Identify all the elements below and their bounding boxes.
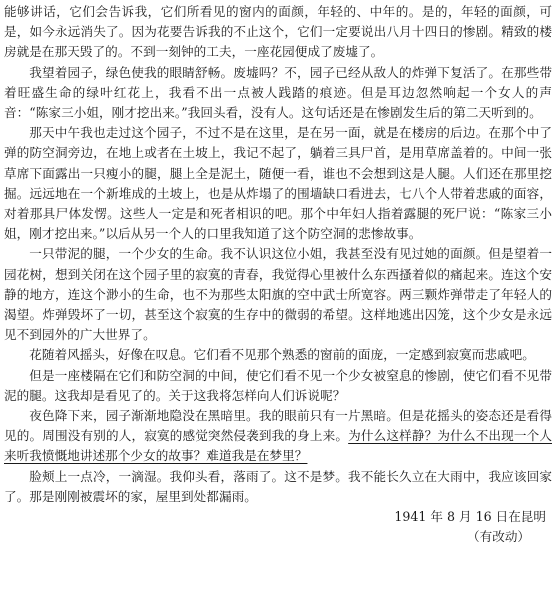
underlined-sentence: 为什么这样静？为什么不出现一个人来听我愤慨地讲述那个少女的故事？难道我是在梦里？ bbox=[4, 428, 552, 464]
paragraph-7-text: 夜色降下来，园子渐渐地隐没在黑暗里。我的眼前只有一片黑暗。但是花摇头的姿态还是看得见的。周围没有别的人，寂寞的感觉突然侵袭到我的身上来。 bbox=[4, 408, 552, 444]
paragraph-7 bbox=[4, 406, 552, 467]
paragraph-4: 一只带泥的腿，一个少女的生命。我不认识这位小姐，我甚至没有见过她的面颜。但是望着一园花树，想到关闭在这个园子里的寂寞的青春，我觉得心里被什么东西搔着似的痛起来。连这个安静的地方，连这个渺小的生命，也不为那些太阳旗的空中武士所宽容。两三颗炸弹带走了年轻人的渴望。炸弹毁坏了一切，甚至这个寂寞的生存中的微弱的希望。这样地逃出囚笼，这个少女是永远见不到园外的广大世界了。 bbox=[4, 246, 552, 343]
paragraph-6: 但是一座楼隔在它们和防空洞的中间，使它们看不见一个少女被窒息的惨剧，使它们看不见带泥的腿。这我却是看见了的。关于这我将怎样向人们诉说呢？ bbox=[4, 367, 552, 403]
paragraph-8: 脸颊上一点冷，一滴湿。我仰头看，落雨了。这不是梦。我不能长久立在大雨中，我应该回家了。那是刚刚被震坏的家，屋里到处都漏雨。 bbox=[4, 468, 552, 504]
paragraph-1: 能够讲话，它们会告诉我，它们所看见的窗内的面颜，年轻的、中年的。是的，年轻的面颜，可是，如今永远消失了。因为花要告诉我的不止这个，它们一定要说出八月十四日的惨剧。精致的楼房就是在那天毁了的。不到一刻钟的工夫，一座花园便成了废墟了。 bbox=[4, 4, 552, 60]
edit-note: （有改动） bbox=[467, 529, 530, 545]
date-line: 1941 年 8 月 16 日在昆明 bbox=[394, 509, 546, 525]
paragraph-3: 那天中午我也走过这个园子，不过不是在这里，是在另一面，就是在楼房的后边。在那个中了弹的防空洞旁边，在地上或者在土坡上，我记不起了，躺着三具尸首，是用草席盖着的。中间一张草席下面露出一只瘦小的腿，腿上全是泥土，随便一看，谁也不会想到这是人腿。人们还在那里挖掘。远远地在一个新堆成的土坡上，也是从炸塌了的围墙缺口看进去，七八个人带着悲戚的面容，对着那具尸体发愣。这些人一定是和死者相识的吧。那个中年妇人指着露腿的死尸说：“陈家三小姐，刚才挖出来。”以后从另一个人的口里我知道了这个防空洞的悲惨故事。 bbox=[4, 125, 552, 242]
paragraph-2: 我望着园子，绿色使我的眼睛舒畅。废墟吗？不，园子已经从敌人的炸弹下复活了。在那些带着旺盛生命的绿叶红花上，我看不出一点被人践踏的痕迹。但是耳边忽然响起一个女人的声音：“陈家三小姐，刚才挖出来。”我回头看，没有人。这句话还是在惨剧发生后的第二天听到的。 bbox=[4, 64, 552, 121]
article-page bbox=[4, 2, 552, 547]
paragraph-5: 花随着风摇头，好像在叹息。它们看不见那个熟悉的窗前的面庞，一定感到寂寞而悲戚吧。 bbox=[29, 347, 535, 363]
